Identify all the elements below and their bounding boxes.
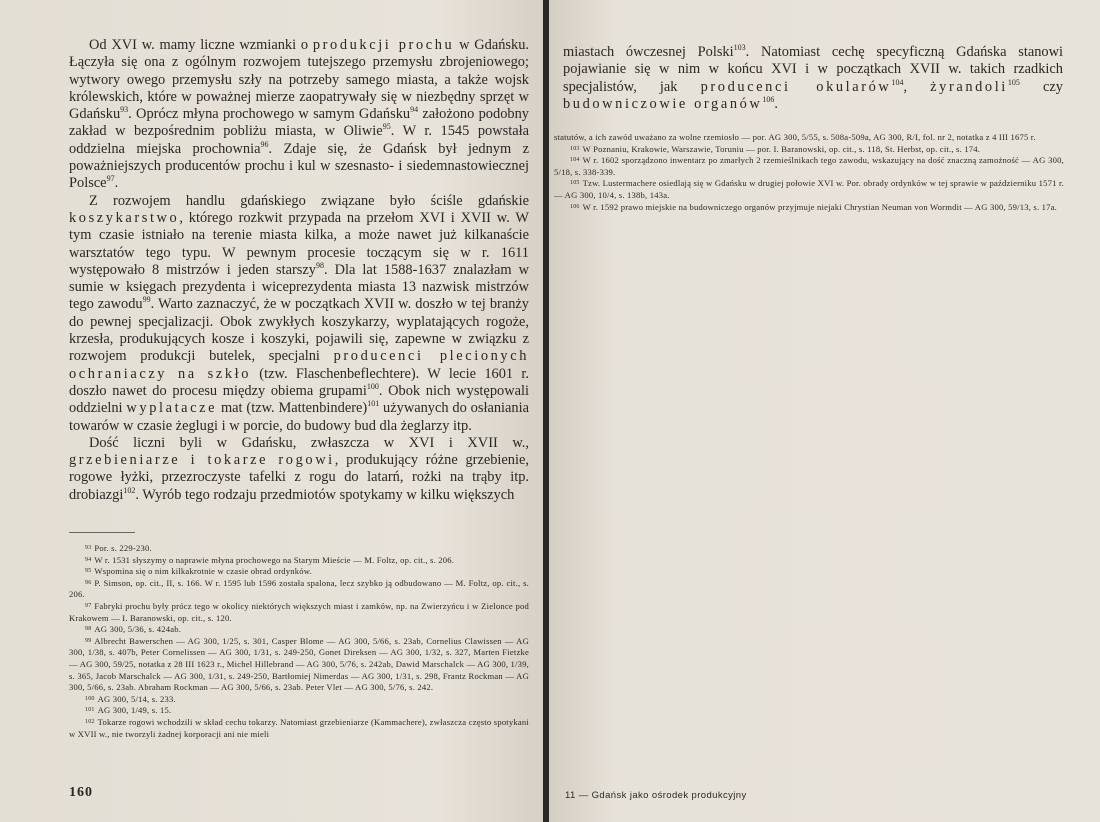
text-run: Od XVI w. mamy liczne wzmianki o <box>89 37 313 53</box>
footnote-text: Fabryki prochu były prócz tego w okolicy niektórych większych miast i zamków, np. na Zwierzyńcu i w Zielonce pod Krakowem — I. Baranowski, op. cit., s. 120. <box>69 600 529 623</box>
text-run: założono podobny zakład w bezpośrednim pobliżu miasta, w Oliwie <box>69 106 529 140</box>
text-run: . Oprócz młyna prochowego w samym Gdańsku <box>128 106 411 123</box>
text-run: . Warto zaznaczyć, że w początkach XVII w. doszło w tej branży do pewnej specjalizacji. Obok zwykłych koszykarzy, wyplatających rogoże, krzesła, produkujących kosze i koszyki, pojawili się, zapewne w związku z rozwojem produkcji butelek, specjalni <box>69 296 529 365</box>
footnote-ref: 97 <box>106 174 115 184</box>
spaced-emphasis: wyplatacze <box>126 400 218 417</box>
footnote-ref: 101 <box>367 399 380 409</box>
spaced-emphasis: koszykarstwo <box>69 209 180 226</box>
footnote <box>554 132 1064 144</box>
text-run: . Wyrób tego rodzaju przedmiotów spotykamy w kilku większych <box>135 486 515 503</box>
footnote-number: 98 <box>85 626 92 633</box>
footnote-text: Albrecht Bawerschen — AG 300, 1/25, s. 301, Casper Blome — AG 300, 5/66, s. 23ab, Cornelius Clawissen — AG 300, 1/38, s. 407b, Peter Cornelissen — AG 300, 1/31, s. 249-250, Gonet Direksen — AG 300, 1/32, s. 327, Marten Fietzke — AG 300, 59/25, notatka z 28 III 1623 r., Michel Hillebrand — AG 300, 5/76, s. 242ab, Dawid Marschalck — AG 300, 1/39, s. 365, Jacob Marschalck — AG 300, 1/31, s. 249-250, Bartłomiej Nimerdas — AG 300, 1/31, s. 298, Frantz Rockman — AG 300, 5/66, s. 23ab. Abraham Rockman — AG 300, 5/66, s. 23ab. Peter Vlet — AG 300, 5/76, s. 242. <box>69 635 529 693</box>
footnote-ref: 95 <box>382 122 391 132</box>
footnote-number: 105 <box>570 180 580 187</box>
footnote-number: 104 <box>570 157 580 164</box>
text-run: . <box>774 95 779 112</box>
footnote-text: Tzw. Lustermachere osiedlają się w Gdańsku w drugiej połowie XVI w. Por. obrady ordynków w tej sprawie w październiku 1571 r. — AG 300, 10/4, s. 138b, 143a. <box>554 178 1064 200</box>
footnote-text: P. Simson, op. cit., II, s. 166. W r. 1595 lub 1596 została spalona, lecz szybko ją odbudowano — M. Foltz, op. cit., s. 206. <box>69 577 529 600</box>
footnote <box>69 578 529 601</box>
footnote <box>554 144 1064 156</box>
footnote-text: Wspomina się o nim kilkakrotnie w czasie obrad ordynków. <box>94 566 312 577</box>
page-number: 160 <box>69 785 93 800</box>
text-run: . Obok nich występowali oddzielni <box>69 382 529 417</box>
right-page <box>549 0 1100 822</box>
footnote <box>69 543 529 555</box>
footnote-ref: 98 <box>315 260 324 270</box>
footnote-number: 103 <box>570 145 580 152</box>
paragraph <box>563 44 1063 113</box>
footnote-separator <box>69 532 135 533</box>
footnote-text: statutów, a ich zawód uważano za wolne rzemiosło — por. AG 300, 5/55, s. 508a-509a, AG 300, R/I, fol. nr 2, notatka z 4 III 1675 r. <box>554 132 1036 142</box>
spaced-emphasis: grzebieniarze i tokarze rogowi <box>69 452 335 469</box>
text-run: Z rozwojem handlu gdańskiego związane było ściśle gdańskie <box>89 192 529 209</box>
footnote-ref: 103 <box>733 43 746 52</box>
footnote-ref: 102 <box>123 485 136 495</box>
footnote-number: 106 <box>570 203 580 210</box>
footnote-text: AG 300, 5/36, s. 424ab. <box>94 624 182 635</box>
footnote-text: Tokarze rogowi wchodzili w skład cechu tokarzy. Natomiast grzebieniarze (Kammachere), zwłaszcza często spotykani w XVII w., nie tworzyli żadnej korporacji ani nie mieli <box>69 716 529 739</box>
footnote-text: AG 300, 1/49, s. 15. <box>97 705 172 716</box>
running-footer: 11 — Gdańsk jako ośrodek produkcyjny <box>565 790 747 801</box>
text-run: (tzw. Flaschenbeflechtere). W lecie 1601 r. doszło nawet do procesu między obiema grupami <box>69 365 529 399</box>
left-body-text <box>69 37 529 504</box>
footnote-ref: 96 <box>260 139 269 149</box>
footnote <box>69 624 529 636</box>
footnote-number: 95 <box>85 568 92 575</box>
footnote-number: 102 <box>85 718 95 725</box>
footnote-number: 93 <box>85 545 92 551</box>
footnote-ref: 99 <box>142 295 151 305</box>
footnote <box>554 202 1064 214</box>
footnote-ref: 106 <box>762 94 775 104</box>
left-page <box>0 0 545 822</box>
footnote <box>69 566 529 578</box>
text-run: używanych do osłaniania towarów w czasie żeglugi i w porcie, do budowy bud dla żeglarzy itp. <box>69 400 529 434</box>
footnote <box>554 155 1064 178</box>
right-footnotes <box>554 132 1064 213</box>
text-run: miastach ówczesnej Polski <box>563 44 734 60</box>
text-run: . Natomiast cechę specyficzną Gdańska stanowi pojawianie się w nim w końcu XVI i w początkach XVII w. takich rzadkich specjalistów, jak <box>563 44 1064 95</box>
left-footnotes <box>69 543 529 740</box>
footnote-text: W r. 1602 sporządzono inwentarz po zmarłych 2 rzemieślnikach tego zawodu, wskazujący na dość znaczną zamożność — AG 300, 5/18, s. 338-339. <box>554 155 1064 177</box>
footnote-number: 97 <box>85 602 92 609</box>
footnote-number: 94 <box>85 556 92 563</box>
spaced-emphasis: producenci plecionych ochraniaczy na szkło <box>69 348 529 382</box>
footnote-number: 100 <box>85 695 95 702</box>
footnote <box>69 601 529 624</box>
text-run: , którego rozkwit przypada na przełom XVI i XVII w. W tym czasie istniało na terenie miasta kilka, a może nawet już kilkanaście warsztatów tego typu. W pewnym procesie toczącym się w r. 1611 występowało 8 mistrzów i jeden starszy <box>69 209 529 278</box>
paragraph <box>69 193 529 435</box>
footnote-number: 96 <box>85 579 92 586</box>
paragraph <box>69 435 529 504</box>
footnote <box>69 717 529 740</box>
spaced-emphasis: żyrandoli <box>930 78 1008 95</box>
text-run: czy <box>1019 78 1063 95</box>
footnote-text: AG 300, 5/14, s. 233. <box>97 693 176 704</box>
paragraph <box>69 37 529 193</box>
footnote-number: 101 <box>85 707 95 714</box>
text-run: , produkujący różne grzebienie, rogowe łyżki, przezroczyste tafelki z rogu do latarń, rożki na trąby itp. drobiazgi <box>69 452 529 503</box>
text-run: . Dla lat 1588-1637 znalazłam w sumie w księgach prezydenta i wiceprezydenta miasta 13 nazwisk mistrzów tego zawodu <box>69 261 529 313</box>
footnote-text: W r. 1531 słyszymy o naprawie młyna prochowego na Starym Mieście — M. Foltz, op. cit., s. 206. <box>94 554 455 565</box>
spaced-emphasis: budowniczowie organów <box>563 95 763 112</box>
footnote-number: 99 <box>85 637 92 644</box>
footnote-ref: 104 <box>891 77 904 87</box>
text-run: Dość liczni byli w Gdańsku, zwłaszcza w XVI i XVII w., <box>89 434 529 451</box>
footnote <box>554 178 1064 201</box>
footnote-text: W Poznaniu, Krakowie, Warszawie, Toruniu — por. I. Baranowski, op. cit., s. 118, St. Herbst, op. cit., s. 174. <box>582 143 981 154</box>
spaced-emphasis: produkcji prochu <box>312 37 455 53</box>
right-body-text <box>563 44 1063 113</box>
text-run: . W r. 1545 powstała oddzielna miejska prochownia <box>69 123 529 157</box>
footnote-ref: 94 <box>410 105 419 115</box>
footnote <box>69 694 529 706</box>
text-run: . <box>114 175 119 192</box>
spaced-emphasis: producenci okularów <box>700 78 892 95</box>
footnote-text: Por. s. 229-230. <box>94 543 152 553</box>
text-run: , <box>903 78 931 95</box>
text-run: w Gdańsku. Łączyła się ona z ogólnym rozwojem tutejszego przemysłu zbrojeniowego; wytwory owego przemysłu szły na potrzeby samego miasta, a także wojsk królewskich, które w poważnej mierze zaopatrywały się w niezbędny sprzęt w Gdańsku <box>69 37 530 123</box>
footnote-ref: 93 <box>120 105 129 115</box>
footnote <box>69 636 529 694</box>
text-run: mat (tzw. Mattenbindere) <box>217 400 368 417</box>
footnote-ref: 105 <box>1007 77 1020 87</box>
footnote <box>69 555 529 567</box>
footnote-text: W r. 1592 prawo miejskie na budowniczego organów przyjmuje niejaki Chrystian Neuman von Wormdit — AG 300, 59/13, s. 17a. <box>582 201 1058 212</box>
footnote-ref: 100 <box>366 381 379 391</box>
footnote <box>69 705 529 717</box>
text-run: . Zdaje się, że Gdańsk był jednym z poważniejszych producentów prochu i kul w szesnasto- i siedemnastowiecznej Polsce <box>69 140 529 192</box>
